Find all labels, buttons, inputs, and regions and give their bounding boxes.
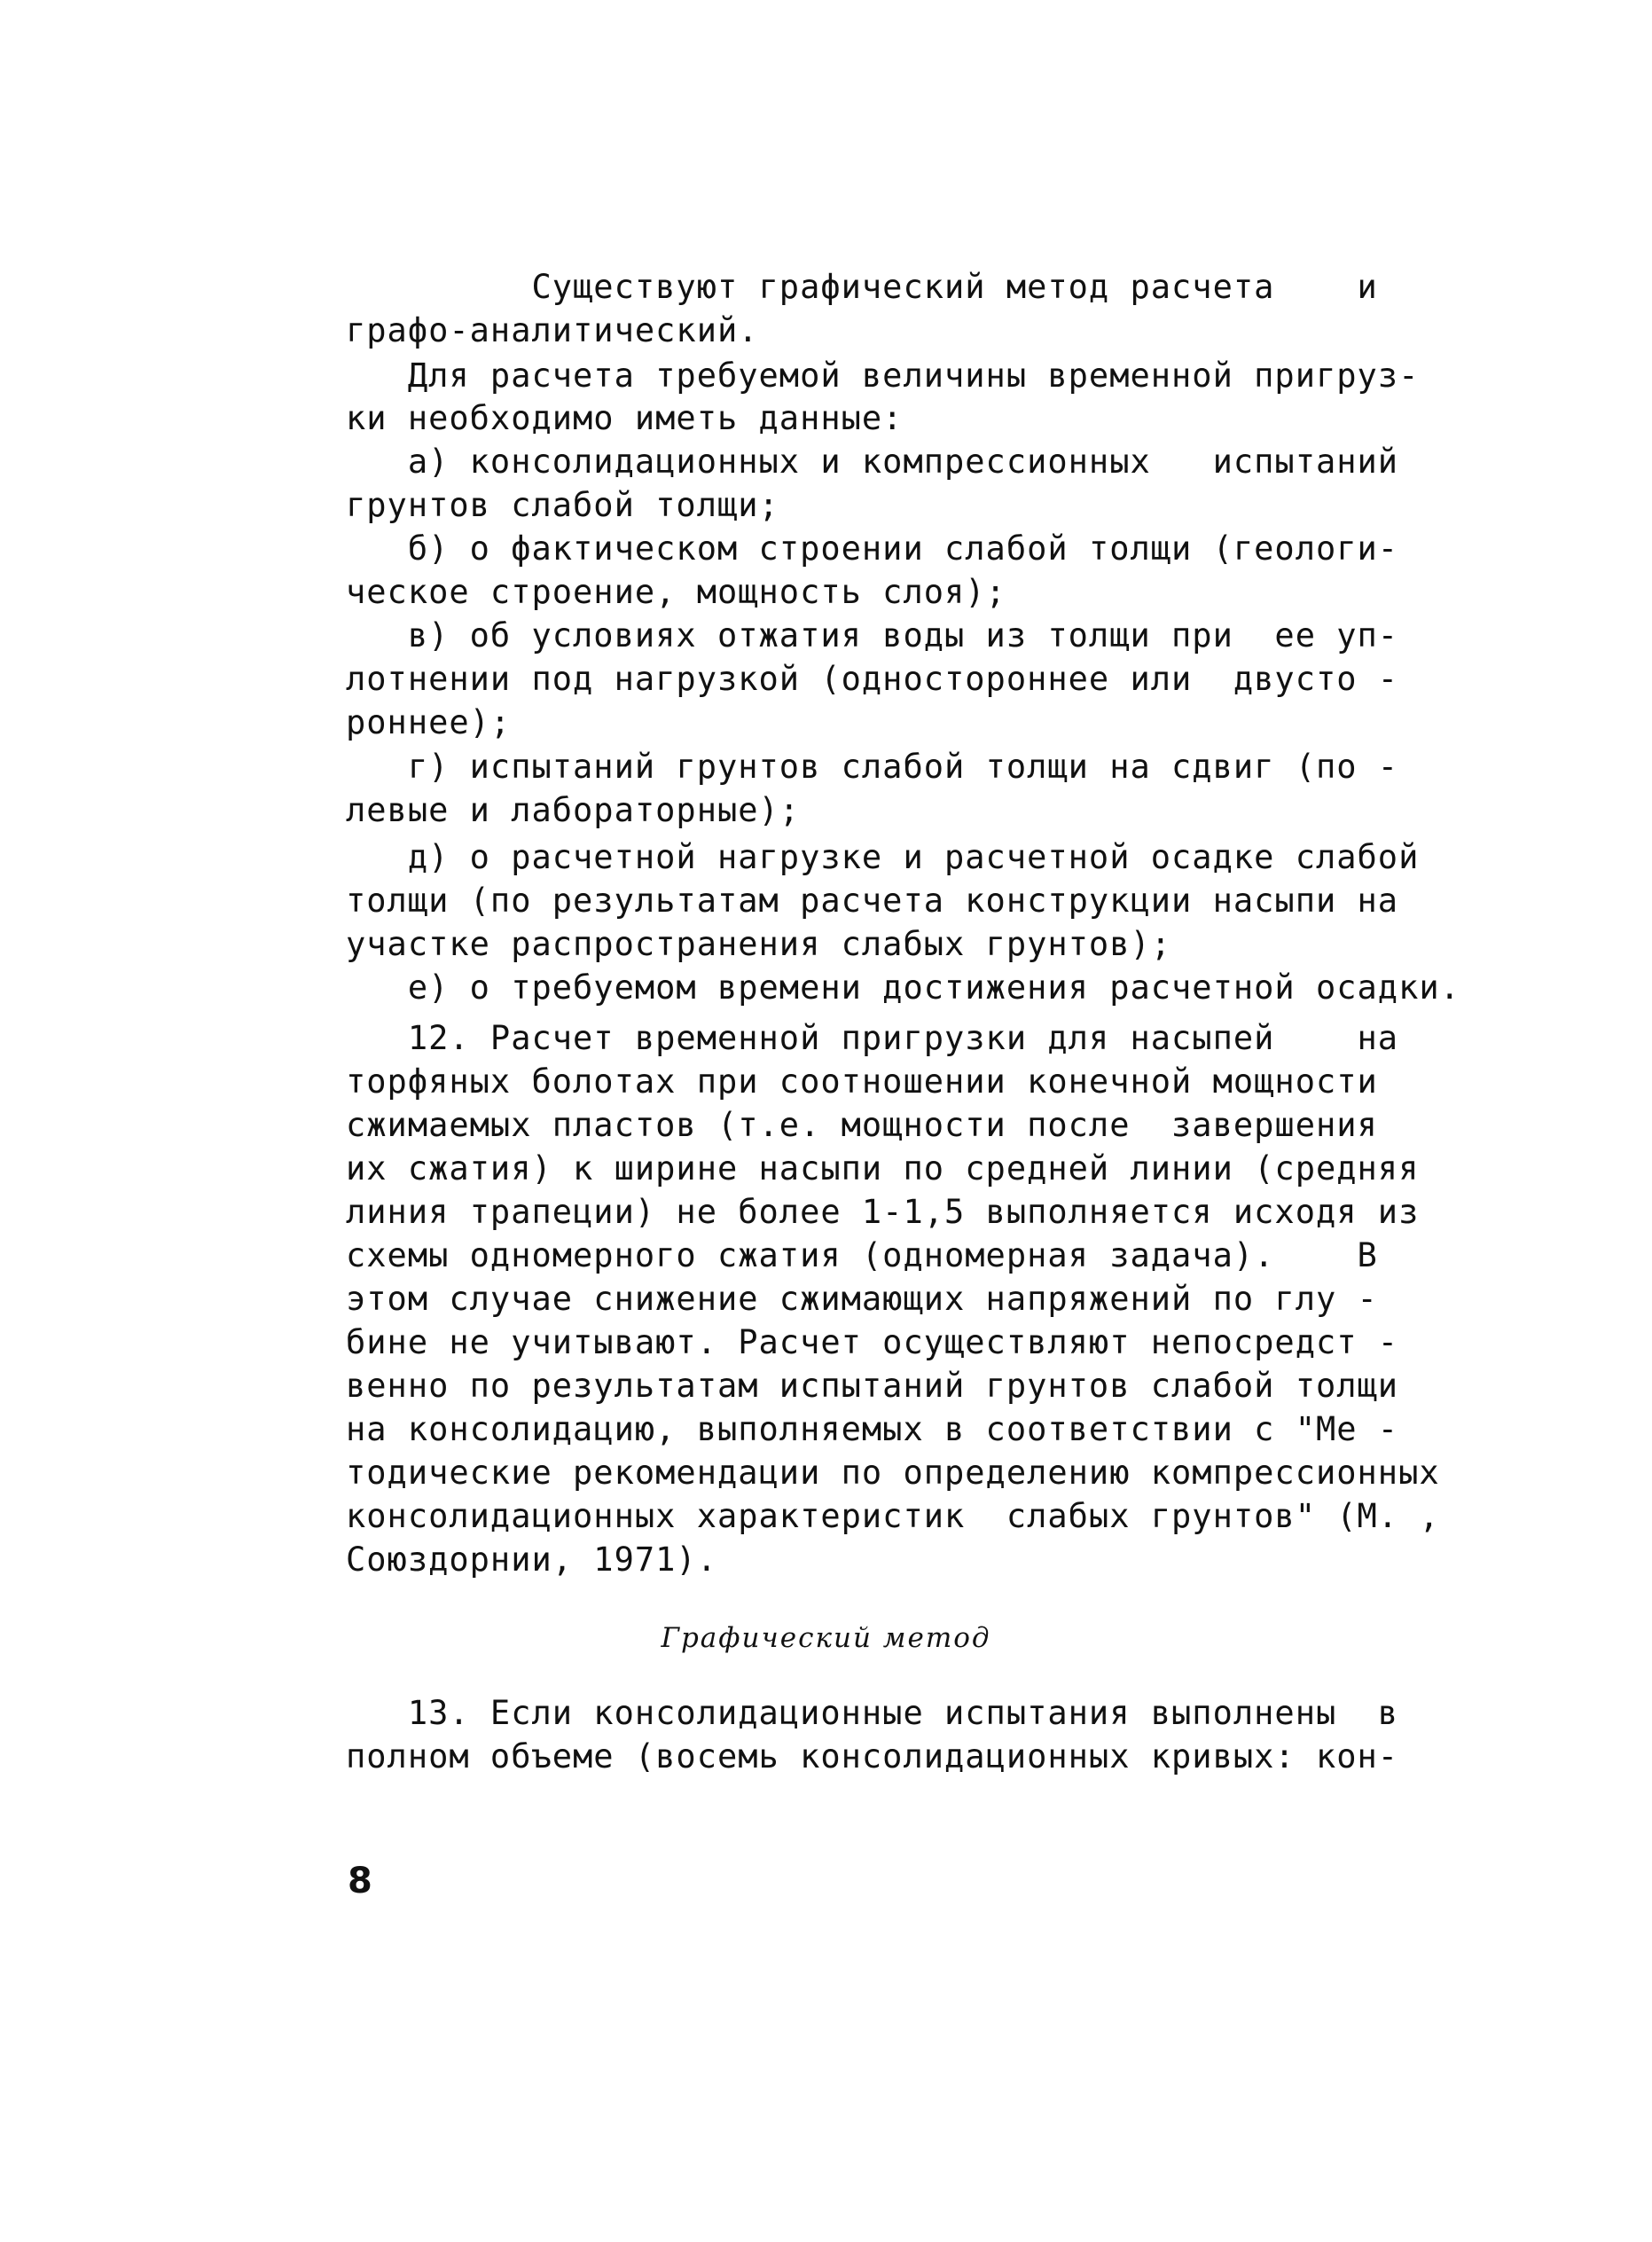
text-line: толщи (по результатам расчета конструкции насыпи на (346, 882, 1399, 920)
text-line: д) о расчетной нагрузке и расчетной осадке слабой (346, 838, 1420, 876)
text-line: 13. Если консолидационные испытания выполнены в (346, 1694, 1399, 1732)
text-line: этом случае снижение сжимающих напряжений по глу - (346, 1280, 1378, 1318)
text-line: е) о требуемом времени достижения расчетной осадки. (346, 968, 1460, 1007)
text-line: левые и лабораторные); (346, 791, 801, 829)
text-line: линия трапеции) не более 1-1,5 выполняется исходя из (346, 1193, 1420, 1231)
section-heading: Графический метод (661, 1622, 991, 1654)
text-line: лотнении под нагрузкой (одностороннее или двусто - (346, 660, 1399, 698)
text-line: консолидационных характеристик слабых грунтов" (М. , (346, 1497, 1440, 1535)
text-line: на консолидацию, выполняемых в соответствии с "Ме - (346, 1410, 1399, 1448)
text-line: графо-аналитический. (346, 311, 759, 349)
text-line: торфяных болотах при соотношении конечной мощности (346, 1062, 1378, 1101)
text-line: Союздорнии, 1971). (346, 1540, 717, 1579)
text-line: Для расчета требуемой величины временной пригруз- (346, 357, 1420, 395)
text-line: в) об условиях отжатия воды из толщи при ее уп- (346, 616, 1399, 655)
text-line: ческое строение, мощность слоя); (346, 573, 1006, 611)
text-line: 12. Расчет временной пригрузки для насыпей на (346, 1019, 1399, 1057)
text-line: полном объеме (восемь консолидационных кривых: кон- (346, 1737, 1399, 1776)
text-line: б) о фактическом строении слабой толщи (геологи- (346, 529, 1399, 568)
text-line: схемы одномерного сжатия (одномерная задача). В (346, 1236, 1378, 1274)
text-line: Существуют графический метод расчета и (346, 268, 1378, 306)
text-line: бине не учитывают. Расчет осуществляют непосредст - (346, 1323, 1399, 1361)
text-line: грунтов слабой толщи; (346, 486, 779, 524)
text-line: участке распространения слабых грунтов); (346, 925, 1172, 963)
text-line: сжимаемых пластов (т.е. мощности после завершения (346, 1106, 1378, 1144)
text-line: а) консолидационных и компрессионных испытаний (346, 443, 1399, 481)
text-line: г) испытаний грунтов слабой толщи на сдвиг (по - (346, 748, 1399, 786)
text-line: ки необходимо иметь данные: (346, 399, 904, 437)
text-line: венно по результатам испытаний грунтов слабой толщи (346, 1367, 1399, 1405)
text-line: роннее); (346, 703, 512, 741)
page-number: 8 (348, 1861, 372, 1901)
text-line: их сжатия) к ширине насыпи по средней линии (средняя (346, 1149, 1420, 1188)
text-line: тодические рекомендации по определению компрессионных (346, 1454, 1440, 1492)
